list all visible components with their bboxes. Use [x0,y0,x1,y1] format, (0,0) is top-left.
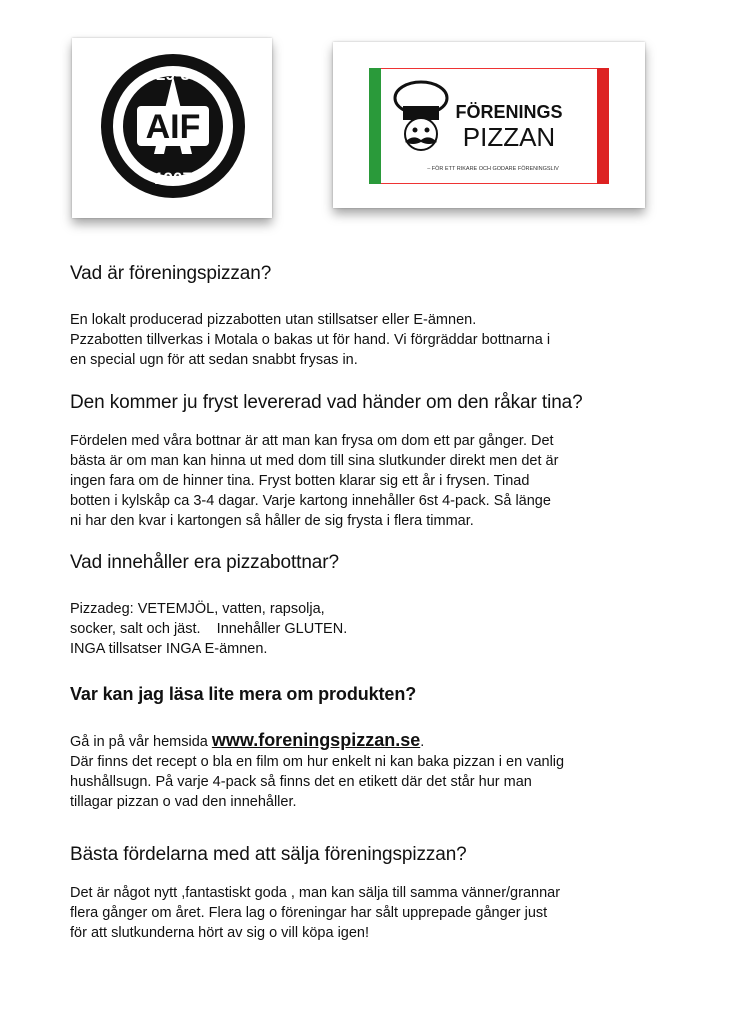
foreningspizzan-line2: PIZZAN [462,122,556,152]
section-heading: Den kommer ju fryst levererad vad händer om den råkar tina? [70,392,583,413]
paragraph-line: socker, salt och jäst. Innehåller GLUTEN. [70,621,348,637]
paragraph-line: ni har den kvar i kartongen så håller de sig frysta i flera timmar. [70,513,474,529]
paragraph-line: Där finns det recept o bla en film om hur enkelt ni kan baka pizzan i en vanlig [70,754,565,770]
section-read-more [70,682,670,812]
section-heading: Vad är föreningspizzan? [70,263,272,284]
section-ingredients [70,551,670,659]
paragraph-line: flera gånger om året. Flera lag o föreningar har sålt upprepade gånger just [70,905,548,921]
paragraph-line: Det är något nytt ,fantastiskt goda , man kan sälja till samma vänner/grannar [70,885,561,901]
paragraph-line: en special ugn för att sedan snabbt frysas in. [70,352,358,368]
foreningspizzan-logo [369,68,609,184]
aif-mid-text: AIF [145,108,201,146]
aif-bottom-text: 1907 [154,169,192,188]
aif-club-logo [100,50,246,202]
paragraph-line: Fördelen med våra bottnar är att man kan frysa om dom ett par gånger. Det [70,433,554,449]
paragraph-line: En lokalt producerad pizzabotten utan stillsatser eller E-ämnen. [70,312,477,328]
website-intro: Gå in på vår hemsida [70,734,212,750]
paragraph-line: Pzzabotten tillverkas i Motala o bakas ut för hand. Vi förgräddar bottnarna i [70,332,551,348]
paragraph-line: bästa är om man kan hinna ut med dom till sina slutkunder direkt men det är [70,453,559,469]
foreningspizzan-logo-card [333,42,645,208]
paragraph-line: tillagar pizzan o vad den innehåller. [70,794,297,810]
section-heading: Var kan jag läsa lite mera om produkten? [70,684,417,704]
website-line [70,730,670,752]
website-suffix: . [420,734,425,750]
paragraph-line: ingen fara om de hinner tina. Fryst botten klarar sig ett år i frysen. Tinad [70,473,530,489]
foreningspizzan-tagline: – FÖR ETT RIKARE OCH GODARE FÖRENINGSLIV [427,166,559,172]
section-thaw [70,391,670,531]
paragraph-line: för att slutkunderna hört av sig o vill köpa igen! [70,925,370,941]
section-heading: Bästa fördelarna med att sälja föreningspizzan? [70,844,467,865]
aif-logo-card [72,38,272,218]
paragraph-line: botten i kylskåp ca 3-4 dagar. Varje kartong innehåller 6st 4-pack. Så länge [70,493,551,509]
section-benefits [70,843,670,943]
website-link[interactable]: www.foreningspizzan.se [211,730,421,750]
aif-top-text: 29-8 [155,65,191,84]
section-what-is [70,262,670,370]
paragraph-line: Pizzadeg: VETEMJÖL, vatten, rapsolja, [70,601,325,617]
paragraph-line: hushållsugn. På varje 4-pack så finns det en etikett där det står hur man [70,774,532,790]
foreningspizzan-line1: FÖRENINGS [455,102,563,122]
paragraph-line: INGA tillsatser INGA E-ämnen. [70,641,268,657]
section-heading: Vad innehåller era pizzabottnar? [70,552,339,573]
